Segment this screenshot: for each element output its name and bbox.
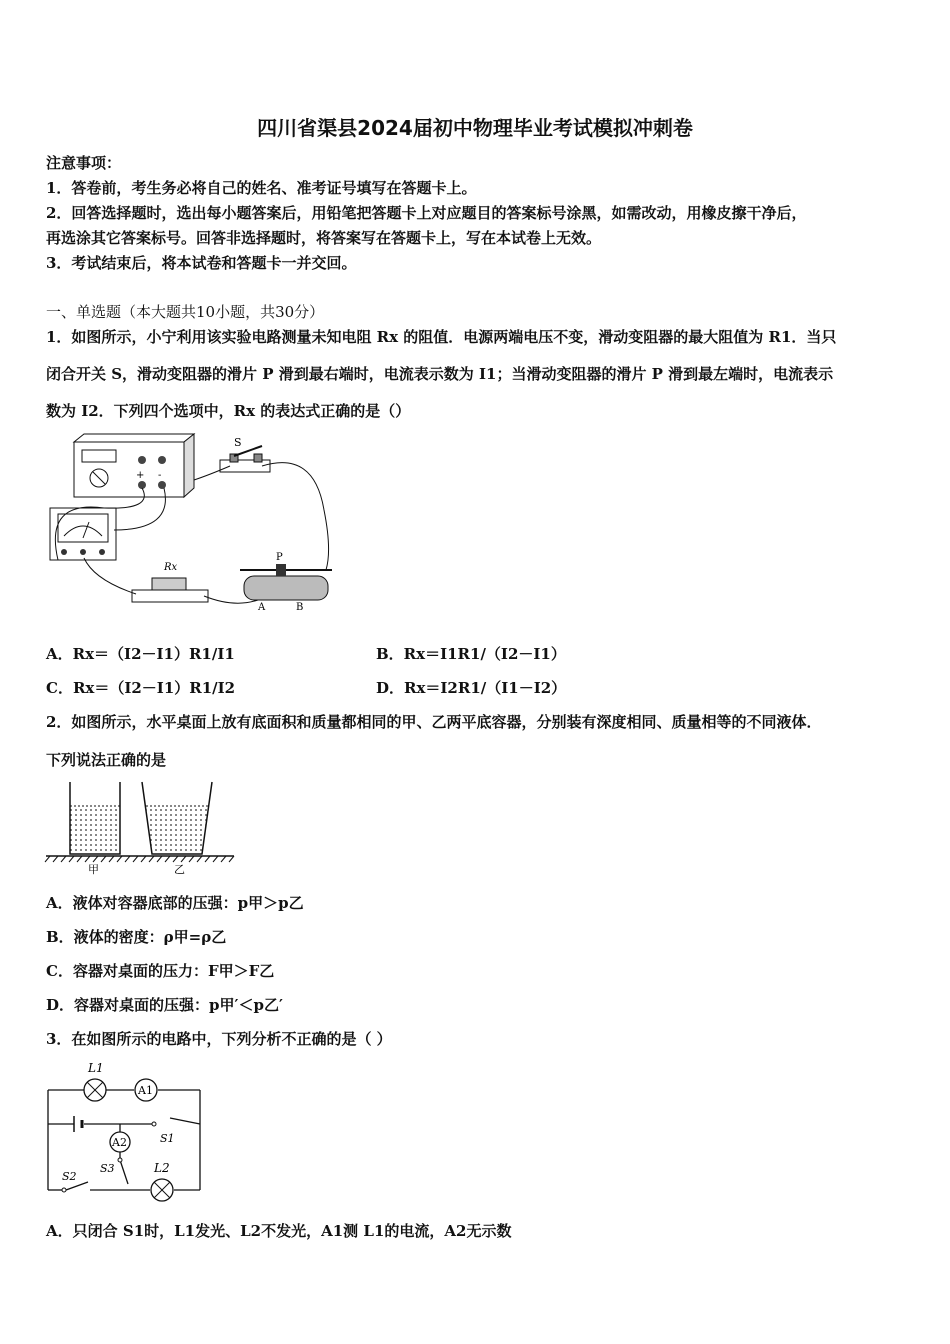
q1-option-b: B．Rx＝I1R1/（I2－I1） <box>376 645 566 663</box>
l2-label: L2 <box>154 1161 170 1175</box>
q3-circuit-figure <box>44 1060 214 1205</box>
container-yi-label: 乙 <box>174 863 185 876</box>
q3-option-a: A．只闭合 S1时，L1发光、L2不发光，A1测 L1的电流，A2无示数 <box>46 1222 512 1240</box>
q2-text: 下列说法正确的是 <box>46 751 167 769</box>
switch-s1-icon <box>152 1122 156 1126</box>
q2-option-c: C．容器对桌面的压力：F甲＞F乙 <box>46 962 275 980</box>
q2-option-b: B．液体的密度：ρ甲=ρ乙 <box>46 928 227 946</box>
q2-option-d: D．容器对桌面的压强：p甲′＜p乙′ <box>46 996 283 1014</box>
notice-item: 1．答卷前，考生务必将自己的姓名、准考证号填写在答题卡上。 <box>46 179 477 197</box>
battery-icon <box>74 1116 82 1132</box>
end-a-label: A <box>258 602 266 613</box>
lamp-l1-icon <box>84 1079 106 1101</box>
a1-label: A1 <box>138 1084 153 1097</box>
switch-s2-icon <box>62 1188 66 1192</box>
end-b-label: B <box>296 602 304 613</box>
q1-circuit-figure <box>44 430 344 615</box>
q1-option-a: A．Rx＝（I2－I1）R1/I1 <box>46 645 235 663</box>
switch-s3-icon <box>118 1158 122 1162</box>
lamp-l2-icon <box>151 1179 173 1201</box>
q3-text: 3．在如图所示的电路中，下列分析不正确的是（ ） <box>46 1030 392 1048</box>
notice-heading: 注意事项： <box>46 154 122 172</box>
q1-text: 闭合开关 S，滑动变阻器的滑片 P 滑到最右端时，电流表示数为 I1；当滑动变阻器的滑片 P 滑到最左端时，电流表示 <box>46 365 834 383</box>
svg-text:-: - <box>158 470 162 481</box>
q2-option-a: A．液体对容器底部的压强：p甲＞p乙 <box>46 894 304 912</box>
resistor-label: Rx <box>164 562 178 573</box>
section-heading: 一、单选题（本大题共10小题，共30分） <box>46 303 325 321</box>
q2-containers-figure <box>44 778 244 876</box>
rheostat-icon <box>240 564 332 600</box>
s3-label: S3 <box>100 1162 115 1175</box>
q1-text: 数为 I2．下列四个选项中，Rx 的表达式正确的是（） <box>46 402 411 420</box>
a2-label: A2 <box>112 1136 127 1149</box>
s1-label: S1 <box>160 1132 175 1145</box>
resistor-icon <box>132 578 208 602</box>
ammeter-icon <box>50 508 116 560</box>
svg-text:+: + <box>136 470 145 481</box>
notice-item: 再选涂其它答案标号。回答非选择题时，将答案写在答题卡上，写在本试卷上无效。 <box>46 229 602 247</box>
page-title: 四川省渠县2024届初中物理毕业考试模拟冲刺卷 <box>257 116 693 140</box>
q1-text: 1．如图所示，小宁利用该实验电路测量未知电阻 Rx 的阻值．电源两端电压不变，滑动变阻器的最大阻值为 R1．当只 <box>46 328 837 346</box>
q1-option-d: D．Rx＝I2R1/（I1－I2） <box>376 679 567 697</box>
power-supply-icon <box>74 434 194 497</box>
slider-label: P <box>276 552 283 563</box>
q1-option-c: C．Rx＝（I2－I1）R1/I2 <box>46 679 236 697</box>
notice-item: 3．考试结束后，将本试卷和答题卡一并交回。 <box>46 254 357 272</box>
container-jia-label: 甲 <box>88 863 99 876</box>
l1-label: L1 <box>88 1061 104 1075</box>
switch-icon <box>220 446 270 472</box>
notice-item: 2．回答选择题时，选出每小题答案后，用铅笔把答题卡上对应题目的答案标号涂黑，如需改动，用橡皮擦干净后， <box>46 204 807 222</box>
switch-label: S <box>234 436 242 449</box>
q2-text: 2．如图所示，水平桌面上放有底面积和质量都相同的甲、乙两平底容器，分别装有深度相同、质量相等的不同液体． <box>46 713 822 731</box>
s2-label: S2 <box>62 1170 77 1183</box>
